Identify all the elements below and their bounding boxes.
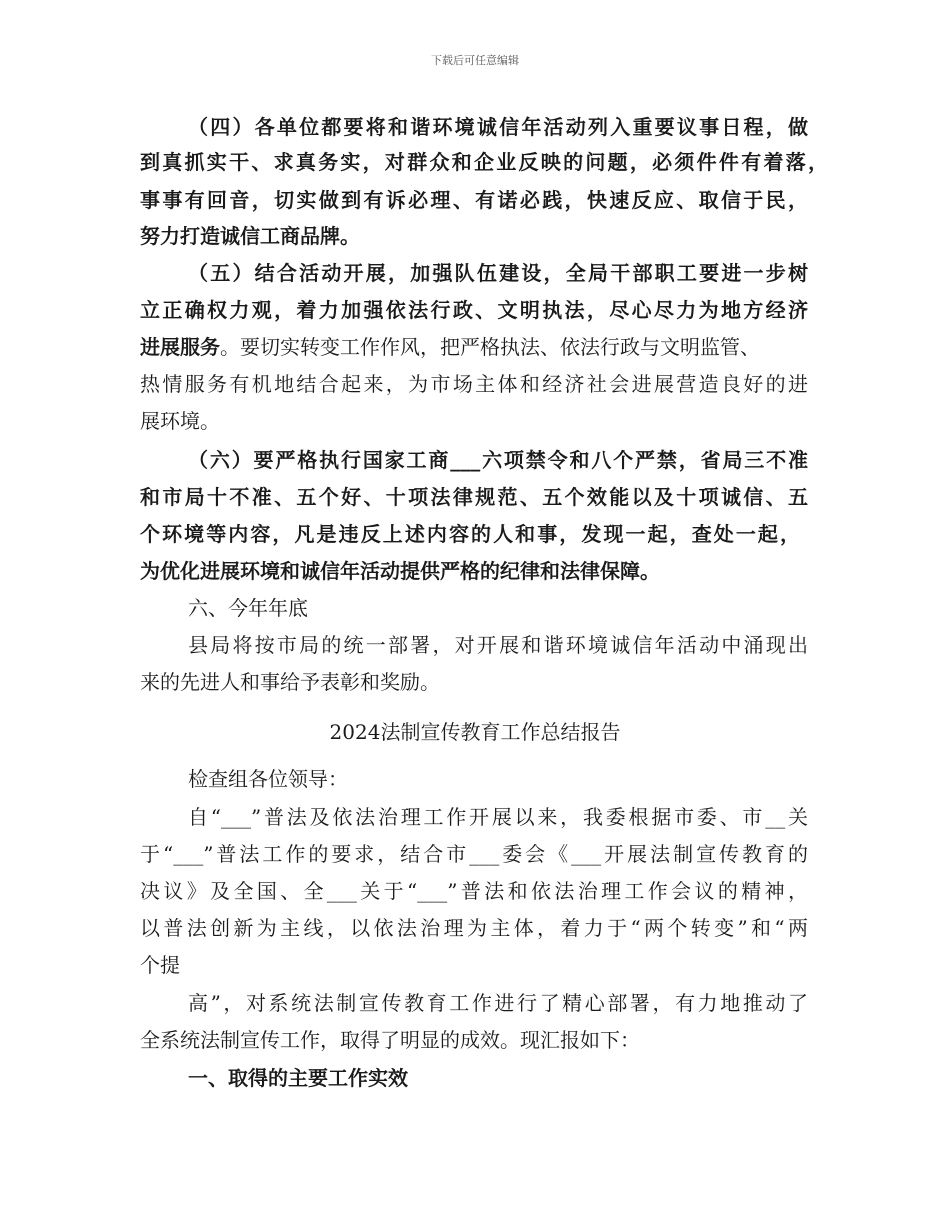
para5-line5: 展环境。 xyxy=(140,409,220,433)
report-section1-heading: 一、取得的主要工作实效 xyxy=(188,1066,408,1090)
report-line3: 决议》及全国、全___关于“___”普法和依法治理工作会议的精神， xyxy=(140,879,808,903)
report-line5: 个提 xyxy=(140,953,180,977)
page-header-note: 下载后可任意编辑 xyxy=(431,54,519,67)
section6-line2: 来的先进人和事给予表彰和奖励。 xyxy=(140,670,440,694)
para4-line1: （四）各单位都要将和谐环境诚信年活动列入重要议事日程，做 xyxy=(188,115,808,139)
report-line1: 自“___”普法及依法治理工作开展以来，我委根据市委、市__关 xyxy=(188,805,808,829)
para6-line3: 个环境等内容，凡是违反上述内容的人和事，发现一起，查处一起， xyxy=(140,522,800,546)
report-salutation: 检查组各位领导： xyxy=(188,767,348,791)
report-line2: 于“___”普法工作的要求，结合市___委会《___开展法制宣传教育的 xyxy=(140,842,808,866)
para6-line1: （六）要严格执行国家工商___六项禁令和八个严禁，省局三不准 xyxy=(188,448,808,472)
para5-line4: 热情服务有机地结合起来，为市场主体和经济社会进展营造良好的进 xyxy=(140,372,808,396)
para4-line3: 事事有回音，切实做到有诉必理、有诺必践，快速反应、取信于民， xyxy=(140,188,808,212)
para5-line2: 立正确权力观，着力加强依法行政、文明执法，尽心尽力为地方经济 xyxy=(140,298,808,322)
para4-line2: 到真抓实干、求真务实，对群众和企业反映的问题，必须件件有着落， xyxy=(140,150,828,174)
para4-line4: 努力打造诚信工商品牌。 xyxy=(140,224,360,248)
report-title: 2024法制宣传教育工作总结报告 xyxy=(329,720,621,744)
para6-line4: 为优化进展环境和诚信年活动提供严格的纪律和法律保障。 xyxy=(140,559,660,583)
para5-line3-bold: 进展服务 xyxy=(140,335,220,359)
report-line7: 全系统法制宣传工作，取得了明显的成效。现汇报如下： xyxy=(140,1028,640,1052)
para5-line3 xyxy=(140,333,760,361)
report-line4: 以普法创新为主线，以依法治理为主体，着力于“两个转变”和“两 xyxy=(140,916,808,940)
para5-line3-rest: 。要切实转变工作作风，把严格执法、依法行政与文明监管、 xyxy=(220,335,760,359)
report-line6: 高”，对系统法制宣传教育工作进行了精心部署，有力地推动了 xyxy=(188,991,808,1015)
para5-line1: （五）结合活动开展，加强队伍建设，全局干部职工要进一步树 xyxy=(188,261,808,285)
section6-heading: 六、今年年底 xyxy=(188,596,308,620)
para6-line2: 和市局十不准、五个好、十项法律规范、五个效能以及十项诚信、五 xyxy=(140,485,808,509)
section6-line1: 县局将按市局的统一部署，对开展和谐环境诚信年活动中涌现出 xyxy=(188,633,808,657)
